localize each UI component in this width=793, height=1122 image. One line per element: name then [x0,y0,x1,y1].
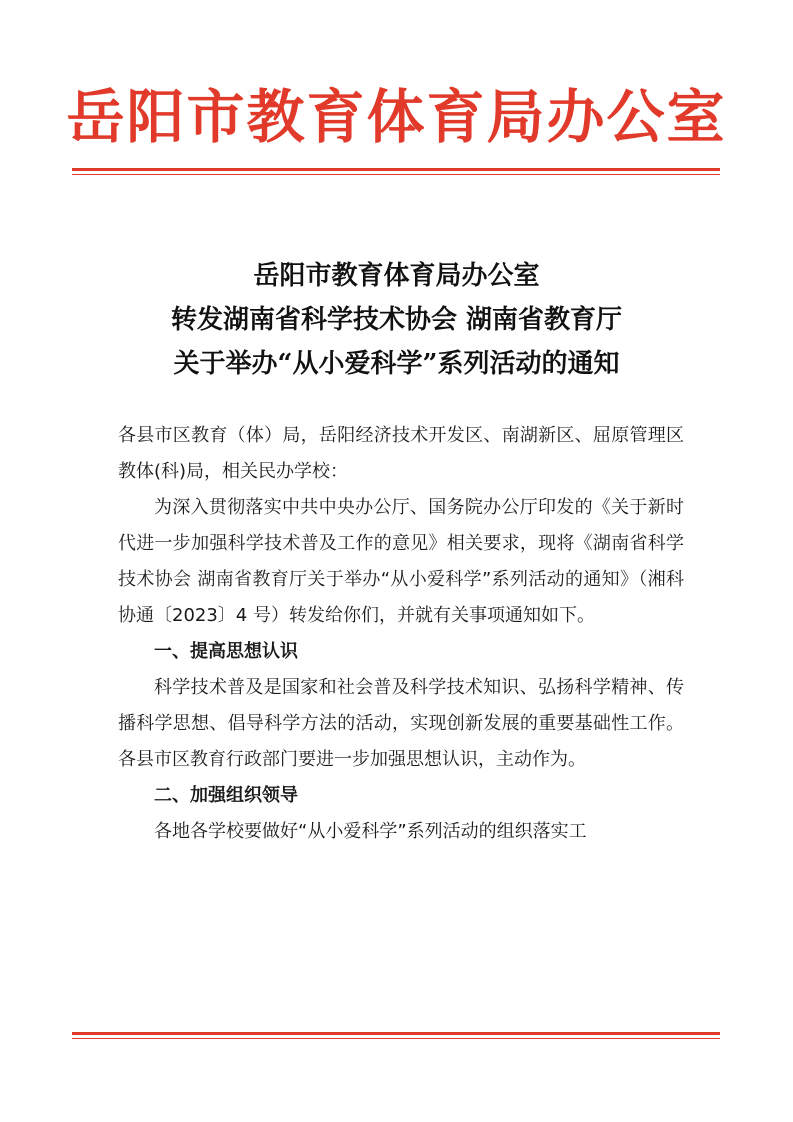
rule-thick-line [72,168,720,171]
title-line-3: 关于举办“从小爱科学”系列活动的通知 [173,349,620,379]
letterhead-org-name: 岳阳市教育体育局办公室 [66,83,727,151]
section-1-heading: 一、提高思想认识 [154,641,298,662]
document-title [0,254,793,386]
intro-paragraph: 为深入贯彻落实中共中央办公厅、国务院办公厅印发的《关于新时代进一步加强科学技术普及工作的意见》相关要求，现将《湖南省科学技术协会 湖南省教育厅关于举办“从小爱科学”系列活动的通知》（湘科协通〔2023〕4 号）转发给你们，并就有关事项通知如下。 [118,497,684,626]
rule-thin-line [72,174,720,175]
title-line-2: 转发湖南省科学技术协会 湖南省教育厅 [170,305,623,335]
section-2-paragraph: 各地各学校要做好“从小爱科学”系列活动的组织落实工 [154,821,587,842]
section-2-heading: 二、加强组织领导 [154,785,298,806]
section-1-paragraph: 科学技术普及是国家和社会普及科学技术知识、弘扬科学精神、传播科学思想、倡导科学方法的活动，实现创新发展的重要基础性工作。各县市区教育行政部门要进一步加强思想认识，主动作为。 [118,677,684,770]
rule-thin-line [72,1038,720,1039]
salutation: 各县市区教育（体）局，岳阳经济技术开发区、南湖新区、屈原管理区教体(科)局，相关民办学校： [118,425,684,482]
rule-thick-line [72,1032,720,1035]
document-body [118,418,684,850]
title-line-1: 岳阳市教育体育局办公室 [253,261,540,291]
footer-red-rule [72,1032,720,1039]
letterhead-red-rule [72,168,720,175]
